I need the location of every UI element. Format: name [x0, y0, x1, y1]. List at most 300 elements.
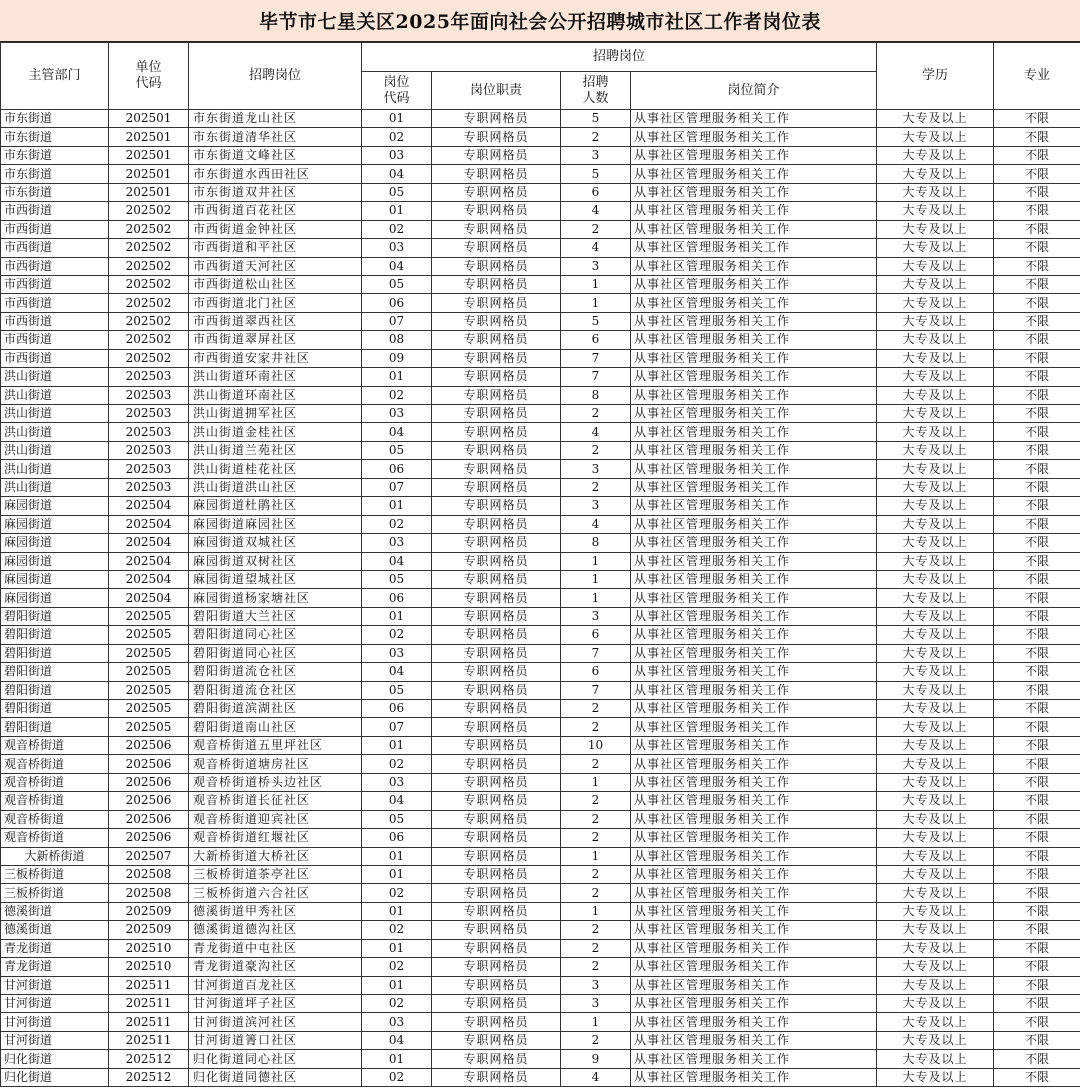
cell-dept: 三板桥街道: [1, 865, 109, 883]
table-row: [1, 220, 1080, 238]
cell-count: 2: [561, 700, 631, 718]
cell-edu: 大专及以上: [877, 110, 994, 128]
cell-major: 不限: [994, 736, 1080, 754]
cell-unit-code: 202501: [109, 110, 189, 128]
cell-dept: 洪山街道: [1, 441, 109, 459]
cell-unit-code: 202502: [109, 312, 189, 330]
table-row: [1, 128, 1080, 146]
cell-post: 青龙街道豪沟社区: [189, 958, 362, 976]
table-row: [1, 146, 1080, 164]
cell-major: 不限: [994, 570, 1080, 588]
cell-major: 不限: [994, 110, 1080, 128]
cell-unit-code: 202503: [109, 368, 189, 386]
cell-post-code: 04: [362, 257, 432, 275]
cell-post: 碧阳街道同心社区: [189, 626, 362, 644]
cell-count: 2: [561, 792, 631, 810]
cell-major: 不限: [994, 146, 1080, 164]
table-row: [1, 681, 1080, 699]
cell-edu: 大专及以上: [877, 441, 994, 459]
cell-major: 不限: [994, 294, 1080, 312]
cell-unit-code: 202506: [109, 810, 189, 828]
cell-desc: 从事社区管理服务相关工作: [631, 644, 877, 662]
cell-unit-code: 202505: [109, 681, 189, 699]
table-row: [1, 773, 1080, 791]
cell-count: 3: [561, 460, 631, 478]
cell-count: 1: [561, 589, 631, 607]
cell-count: 5: [561, 312, 631, 330]
cell-edu: 大专及以上: [877, 1013, 994, 1031]
cell-duty: 专职网格员: [432, 718, 561, 736]
table-row: [1, 1068, 1080, 1086]
cell-dept: 麻园街道: [1, 515, 109, 533]
table-row: [1, 257, 1080, 275]
cell-duty: 专职网格员: [432, 736, 561, 754]
cell-edu: 大专及以上: [877, 939, 994, 957]
page-title: [0, 0, 1080, 42]
cell-post: 碧阳街道流仓社区: [189, 681, 362, 699]
cell-unit-code: 202504: [109, 534, 189, 552]
cell-desc: 从事社区管理服务相关工作: [631, 865, 877, 883]
table-row: [1, 441, 1080, 459]
cell-dept: 大新桥街道: [1, 847, 109, 865]
cell-duty: 专职网格员: [432, 183, 561, 201]
cell-edu: 大专及以上: [877, 681, 994, 699]
cell-post: 麻园街道杜鹃社区: [189, 497, 362, 515]
cell-duty: 专职网格员: [432, 386, 561, 404]
cell-post: 市西街道翠屏社区: [189, 331, 362, 349]
cell-dept: 碧阳街道: [1, 663, 109, 681]
cell-post-code: 07: [362, 312, 432, 330]
cell-duty: 专职网格员: [432, 220, 561, 238]
cell-post: 甘河街道百龙社区: [189, 976, 362, 994]
table-row: [1, 1031, 1080, 1049]
cell-count: 4: [561, 239, 631, 257]
cell-unit-code: 202509: [109, 921, 189, 939]
cell-duty: 专职网格员: [432, 294, 561, 312]
cell-edu: 大专及以上: [877, 884, 994, 902]
cell-edu: 大专及以上: [877, 1050, 994, 1068]
cell-desc: 从事社区管理服务相关工作: [631, 478, 877, 496]
cell-post: 市西街道松山社区: [189, 275, 362, 293]
cell-desc: 从事社区管理服务相关工作: [631, 386, 877, 404]
cell-edu: 大专及以上: [877, 312, 994, 330]
cell-dept: 碧阳街道: [1, 681, 109, 699]
cell-edu: 大专及以上: [877, 275, 994, 293]
cell-post-code: 03: [362, 405, 432, 423]
cell-post-code: 05: [362, 183, 432, 201]
cell-major: 不限: [994, 257, 1080, 275]
cell-count: 10: [561, 736, 631, 754]
cell-dept: 市东街道: [1, 128, 109, 146]
cell-major: 不限: [994, 755, 1080, 773]
cell-post: 观音桥街道五里坪社区: [189, 736, 362, 754]
cell-count: 2: [561, 884, 631, 902]
cell-count: 6: [561, 663, 631, 681]
table-row: [1, 829, 1080, 847]
table-row: [1, 570, 1080, 588]
cell-post-code: 01: [362, 976, 432, 994]
cell-post-code: 01: [362, 865, 432, 883]
cell-desc: 从事社区管理服务相关工作: [631, 995, 877, 1013]
cell-desc: 从事社区管理服务相关工作: [631, 921, 877, 939]
cell-post: 洪山街道拥军社区: [189, 405, 362, 423]
cell-dept: 观音桥街道: [1, 829, 109, 847]
cell-post-code: 02: [362, 995, 432, 1013]
table-row: [1, 884, 1080, 902]
cell-desc: 从事社区管理服务相关工作: [631, 1050, 877, 1068]
cell-unit-code: 202502: [109, 294, 189, 312]
cell-post: 碧阳街道南山社区: [189, 718, 362, 736]
cell-count: 3: [561, 146, 631, 164]
cell-count: 2: [561, 1031, 631, 1049]
table-row: [1, 736, 1080, 754]
cell-count: 1: [561, 552, 631, 570]
cell-count: 2: [561, 441, 631, 459]
cell-major: 不限: [994, 202, 1080, 220]
cell-count: 2: [561, 810, 631, 828]
cell-post-code: 02: [362, 884, 432, 902]
cell-duty: 专职网格员: [432, 607, 561, 625]
page-title-text: 毕节市七星关区2025年面向社会公开招聘城市社区工作者岗位表: [259, 11, 821, 33]
cell-unit-code: 202505: [109, 644, 189, 662]
cell-post-code: 04: [362, 165, 432, 183]
cell-dept: 碧阳街道: [1, 700, 109, 718]
cell-desc: 从事社区管理服务相关工作: [631, 976, 877, 994]
cell-desc: 从事社区管理服务相关工作: [631, 792, 877, 810]
cell-post: 市西街道和平社区: [189, 239, 362, 257]
cell-post-code: 01: [362, 368, 432, 386]
cell-edu: 大专及以上: [877, 349, 994, 367]
cell-dept: 市西街道: [1, 349, 109, 367]
cell-post-code: 06: [362, 589, 432, 607]
cell-unit-code: 202503: [109, 386, 189, 404]
table-row: [1, 718, 1080, 736]
cell-major: 不限: [994, 626, 1080, 644]
cell-post-code: 01: [362, 847, 432, 865]
table-row: [1, 755, 1080, 773]
cell-duty: 专职网格员: [432, 884, 561, 902]
cell-count: 4: [561, 515, 631, 533]
cell-duty: 专职网格员: [432, 515, 561, 533]
cell-unit-code: 202511: [109, 1031, 189, 1049]
cell-dept: 甘河街道: [1, 995, 109, 1013]
cell-edu: 大专及以上: [877, 146, 994, 164]
table-row: [1, 534, 1080, 552]
cell-count: 7: [561, 349, 631, 367]
cell-major: 不限: [994, 165, 1080, 183]
cell-unit-code: 202502: [109, 331, 189, 349]
cell-edu: 大专及以上: [877, 589, 994, 607]
cell-count: 2: [561, 939, 631, 957]
cell-dept: 观音桥街道: [1, 810, 109, 828]
cell-count: 2: [561, 128, 631, 146]
table-row: [1, 275, 1080, 293]
cell-dept: 碧阳街道: [1, 644, 109, 662]
cell-duty: 专职网格员: [432, 534, 561, 552]
cell-major: 不限: [994, 995, 1080, 1013]
cell-duty: 专职网格员: [432, 497, 561, 515]
table-row: [1, 663, 1080, 681]
cell-desc: 从事社区管理服务相关工作: [631, 275, 877, 293]
cell-post: 市西街道金钟社区: [189, 220, 362, 238]
cell-major: 不限: [994, 405, 1080, 423]
cell-edu: 大专及以上: [877, 534, 994, 552]
cell-count: 2: [561, 405, 631, 423]
table-row: [1, 110, 1080, 128]
cell-post-code: 04: [362, 663, 432, 681]
cell-unit-code: 202511: [109, 995, 189, 1013]
cell-post-code: 06: [362, 829, 432, 847]
cell-duty: 专职网格员: [432, 663, 561, 681]
cell-post: 甘河街道箐口社区: [189, 1031, 362, 1049]
cell-dept: 市西街道: [1, 220, 109, 238]
cell-major: 不限: [994, 1013, 1080, 1031]
cell-post: 市西街道翠西社区: [189, 312, 362, 330]
cell-edu: 大专及以上: [877, 829, 994, 847]
cell-unit-code: 202505: [109, 663, 189, 681]
cell-post: 观音桥街道迎宾社区: [189, 810, 362, 828]
cell-desc: 从事社区管理服务相关工作: [631, 607, 877, 625]
cell-duty: 专职网格员: [432, 146, 561, 164]
cell-count: 4: [561, 1068, 631, 1086]
cell-edu: 大专及以上: [877, 663, 994, 681]
cell-desc: 从事社区管理服务相关工作: [631, 441, 877, 459]
cell-count: 8: [561, 534, 631, 552]
cell-post: 麻园街道双城社区: [189, 534, 362, 552]
cell-count: 1: [561, 275, 631, 293]
cell-post: 碧阳街道同心社区: [189, 644, 362, 662]
cell-edu: 大专及以上: [877, 1031, 994, 1049]
cell-desc: 从事社区管理服务相关工作: [631, 1068, 877, 1086]
cell-post-code: 03: [362, 534, 432, 552]
cell-post-code: 01: [362, 202, 432, 220]
cell-edu: 大专及以上: [877, 626, 994, 644]
cell-edu: 大专及以上: [877, 792, 994, 810]
cell-count: 3: [561, 976, 631, 994]
cell-duty: 专职网格员: [432, 275, 561, 293]
cell-unit-code: 202502: [109, 202, 189, 220]
cell-dept: 碧阳街道: [1, 718, 109, 736]
cell-duty: 专职网格员: [432, 902, 561, 920]
cell-unit-code: 202502: [109, 275, 189, 293]
cell-dept: 洪山街道: [1, 368, 109, 386]
cell-post: 麻园街道杨家塘社区: [189, 589, 362, 607]
cell-unit-code: 202504: [109, 515, 189, 533]
cell-major: 不限: [994, 976, 1080, 994]
cell-edu: 大专及以上: [877, 202, 994, 220]
cell-post-code: 04: [362, 552, 432, 570]
cell-dept: 观音桥街道: [1, 736, 109, 754]
cell-desc: 从事社区管理服务相关工作: [631, 220, 877, 238]
cell-post-code: 02: [362, 626, 432, 644]
cell-post-code: 05: [362, 570, 432, 588]
cell-desc: 从事社区管理服务相关工作: [631, 847, 877, 865]
cell-duty: 专职网格员: [432, 644, 561, 662]
cell-major: 不限: [994, 220, 1080, 238]
table-row: [1, 497, 1080, 515]
cell-unit-code: 202502: [109, 239, 189, 257]
header-post: 招聘岗位: [189, 43, 362, 110]
cell-post: 观音桥街道塘房社区: [189, 755, 362, 773]
cell-duty: 专职网格员: [432, 681, 561, 699]
cell-duty: 专职网格员: [432, 829, 561, 847]
cell-post-code: 05: [362, 810, 432, 828]
cell-edu: 大专及以上: [877, 497, 994, 515]
cell-major: 不限: [994, 884, 1080, 902]
cell-edu: 大专及以上: [877, 847, 994, 865]
cell-unit-code: 202512: [109, 1068, 189, 1086]
table-row: [1, 976, 1080, 994]
cell-major: 不限: [994, 810, 1080, 828]
cell-post: 碧阳街道滨湖社区: [189, 700, 362, 718]
cell-major: 不限: [994, 847, 1080, 865]
cell-desc: 从事社区管理服务相关工作: [631, 165, 877, 183]
cell-desc: 从事社区管理服务相关工作: [631, 736, 877, 754]
cell-dept: 麻园街道: [1, 497, 109, 515]
cell-post: 德溪街道甲秀社区: [189, 902, 362, 920]
cell-desc: 从事社区管理服务相关工作: [631, 570, 877, 588]
cell-dept: 麻园街道: [1, 534, 109, 552]
cell-major: 不限: [994, 534, 1080, 552]
cell-count: 4: [561, 423, 631, 441]
table-row: [1, 939, 1080, 957]
cell-desc: 从事社区管理服务相关工作: [631, 312, 877, 330]
cell-count: 7: [561, 644, 631, 662]
cell-duty: 专职网格员: [432, 995, 561, 1013]
cell-post: 三板桥街道六合社区: [189, 884, 362, 902]
cell-post-code: 03: [362, 239, 432, 257]
cell-post: 洪山街道洪山社区: [189, 478, 362, 496]
cell-edu: 大专及以上: [877, 183, 994, 201]
cell-edu: 大专及以上: [877, 773, 994, 791]
cell-unit-code: 202503: [109, 441, 189, 459]
cell-count: 2: [561, 865, 631, 883]
cell-desc: 从事社区管理服务相关工作: [631, 718, 877, 736]
cell-post-code: 02: [362, 921, 432, 939]
cell-major: 不限: [994, 368, 1080, 386]
cell-post-code: 07: [362, 478, 432, 496]
cell-duty: 专职网格员: [432, 257, 561, 275]
cell-edu: 大专及以上: [877, 736, 994, 754]
table-row: [1, 644, 1080, 662]
cell-dept: 市西街道: [1, 312, 109, 330]
table-row: [1, 552, 1080, 570]
cell-post-code: 01: [362, 607, 432, 625]
cell-post-code: 01: [362, 939, 432, 957]
cell-post-code: 02: [362, 220, 432, 238]
table-row: [1, 847, 1080, 865]
cell-duty: 专职网格员: [432, 1031, 561, 1049]
cell-edu: 大专及以上: [877, 607, 994, 625]
cell-major: 不限: [994, 183, 1080, 201]
cell-edu: 大专及以上: [877, 570, 994, 588]
cell-desc: 从事社区管理服务相关工作: [631, 939, 877, 957]
cell-post: 甘河街道滨河社区: [189, 1013, 362, 1031]
cell-count: 3: [561, 497, 631, 515]
cell-desc: 从事社区管理服务相关工作: [631, 1013, 877, 1031]
cell-count: 6: [561, 331, 631, 349]
cell-duty: 专职网格员: [432, 405, 561, 423]
cell-unit-code: 202501: [109, 146, 189, 164]
cell-desc: 从事社区管理服务相关工作: [631, 202, 877, 220]
cell-desc: 从事社区管理服务相关工作: [631, 239, 877, 257]
cell-post: 三板桥街道茶亭社区: [189, 865, 362, 883]
table-row: [1, 165, 1080, 183]
cell-post-code: 02: [362, 128, 432, 146]
cell-duty: 专职网格员: [432, 128, 561, 146]
table-row: [1, 1013, 1080, 1031]
cell-post-code: 02: [362, 958, 432, 976]
cell-duty: 专职网格员: [432, 755, 561, 773]
table-row: [1, 902, 1080, 920]
cell-major: 不限: [994, 349, 1080, 367]
cell-edu: 大专及以上: [877, 257, 994, 275]
cell-duty: 专职网格员: [432, 847, 561, 865]
cell-post: 归化街道同德社区: [189, 1068, 362, 1086]
cell-desc: 从事社区管理服务相关工作: [631, 294, 877, 312]
cell-unit-code: 202505: [109, 718, 189, 736]
table-row: [1, 921, 1080, 939]
cell-major: 不限: [994, 921, 1080, 939]
cell-unit-code: 202501: [109, 183, 189, 201]
cell-unit-code: 202504: [109, 570, 189, 588]
cell-post-code: 05: [362, 441, 432, 459]
cell-desc: 从事社区管理服务相关工作: [631, 902, 877, 920]
cell-post-code: 09: [362, 349, 432, 367]
cell-unit-code: 202504: [109, 552, 189, 570]
cell-dept: 市东街道: [1, 183, 109, 201]
cell-unit-code: 202506: [109, 755, 189, 773]
cell-major: 不限: [994, 607, 1080, 625]
cell-major: 不限: [994, 1068, 1080, 1086]
cell-major: 不限: [994, 128, 1080, 146]
cell-post-code: 01: [362, 1050, 432, 1068]
cell-count: 7: [561, 681, 631, 699]
cell-desc: 从事社区管理服务相关工作: [631, 681, 877, 699]
cell-major: 不限: [994, 423, 1080, 441]
table-row: [1, 312, 1080, 330]
table-row: [1, 792, 1080, 810]
cell-post-code: 01: [362, 902, 432, 920]
cell-dept: 市西街道: [1, 257, 109, 275]
cell-edu: 大专及以上: [877, 128, 994, 146]
cell-major: 不限: [994, 773, 1080, 791]
cell-post-code: 02: [362, 515, 432, 533]
cell-dept: 甘河街道: [1, 976, 109, 994]
cell-count: 3: [561, 257, 631, 275]
table-row: [1, 626, 1080, 644]
cell-duty: 专职网格员: [432, 589, 561, 607]
cell-dept: 甘河街道: [1, 1031, 109, 1049]
cell-unit-code: 202503: [109, 423, 189, 441]
cell-major: 不限: [994, 589, 1080, 607]
cell-count: 9: [561, 1050, 631, 1068]
cell-post-code: 05: [362, 681, 432, 699]
cell-duty: 专职网格员: [432, 239, 561, 257]
cell-duty: 专职网格员: [432, 331, 561, 349]
cell-edu: 大专及以上: [877, 865, 994, 883]
cell-unit-code: 202506: [109, 829, 189, 847]
cell-post: 市西街道安家井社区: [189, 349, 362, 367]
cell-post: 麻园街道麻园社区: [189, 515, 362, 533]
cell-dept: 市西街道: [1, 294, 109, 312]
cell-edu: 大专及以上: [877, 995, 994, 1013]
cell-dept: 观音桥街道: [1, 792, 109, 810]
cell-post-code: 02: [362, 755, 432, 773]
cell-edu: 大专及以上: [877, 294, 994, 312]
cell-count: 2: [561, 220, 631, 238]
cell-post: 洪山街道兰苑社区: [189, 441, 362, 459]
